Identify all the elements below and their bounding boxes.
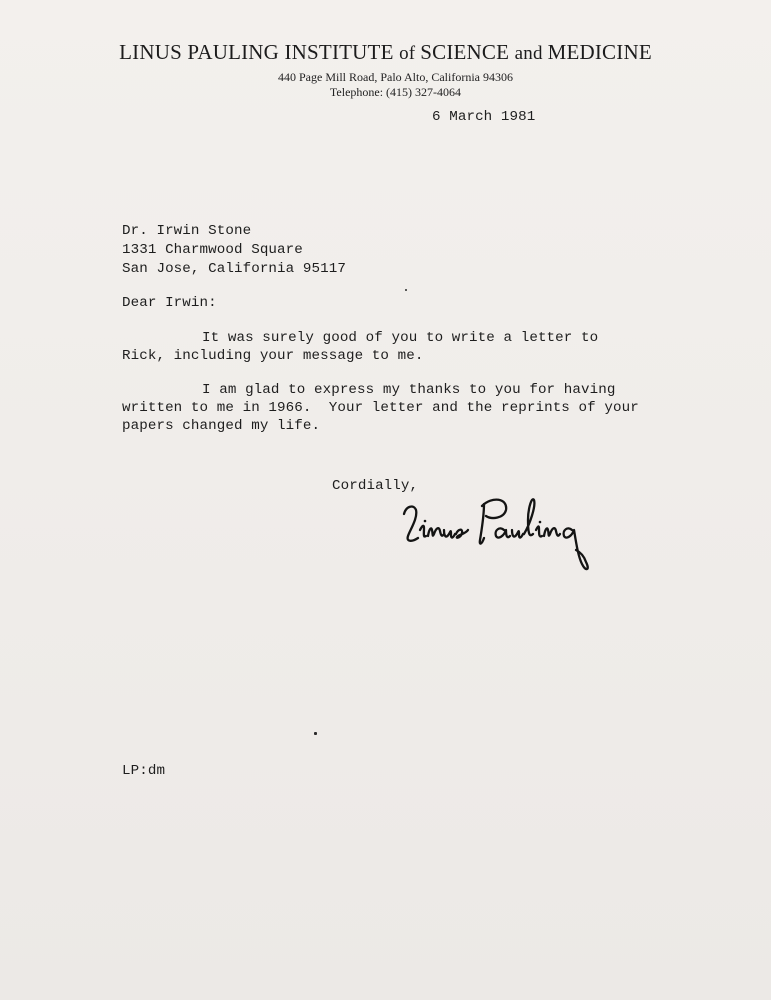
letterhead-name-of: of — [399, 43, 421, 64]
paper-speck — [405, 289, 407, 291]
paragraph1-line1: It was surely good of you to write a letter to — [202, 330, 599, 346]
paragraph1-line2: Rick, including your message to me. — [122, 348, 424, 364]
letterhead-address: 440 Page Mill Road, Palo Alto, California 94306 — [278, 70, 513, 84]
paragraph2-line2: written to me in 1966. Your letter and the reprints of your — [122, 400, 639, 416]
recipient-city: San Jose, California 95117 — [122, 261, 346, 277]
recipient-street: 1331 Charmwood Square — [122, 242, 303, 258]
letterhead-name-and: and — [514, 43, 548, 64]
letterhead-name-part2: SCIENCE — [420, 40, 515, 64]
reference-initials: LP:dm — [122, 763, 166, 779]
paragraph2-line3: papers changed my life. — [122, 418, 321, 434]
salutation: Dear Irwin: — [122, 295, 217, 311]
letterhead-telephone: Telephone: (415) 327-4064 — [329, 85, 462, 99]
signature-image — [396, 486, 632, 576]
letter-date: 6 March 1981 — [432, 109, 536, 125]
paragraph2-line1: I am glad to express my thanks to you for having — [202, 382, 616, 398]
closing: Cordially, — [332, 478, 419, 494]
paper-speck — [314, 732, 317, 735]
recipient-name: Dr. Irwin Stone — [122, 223, 252, 239]
letterhead-name-part1: LINUS PAULING INSTITUTE — [119, 40, 400, 64]
letterhead-name-part3: MEDICINE — [547, 40, 652, 64]
letterhead-institute-name — [0, 40, 771, 65]
